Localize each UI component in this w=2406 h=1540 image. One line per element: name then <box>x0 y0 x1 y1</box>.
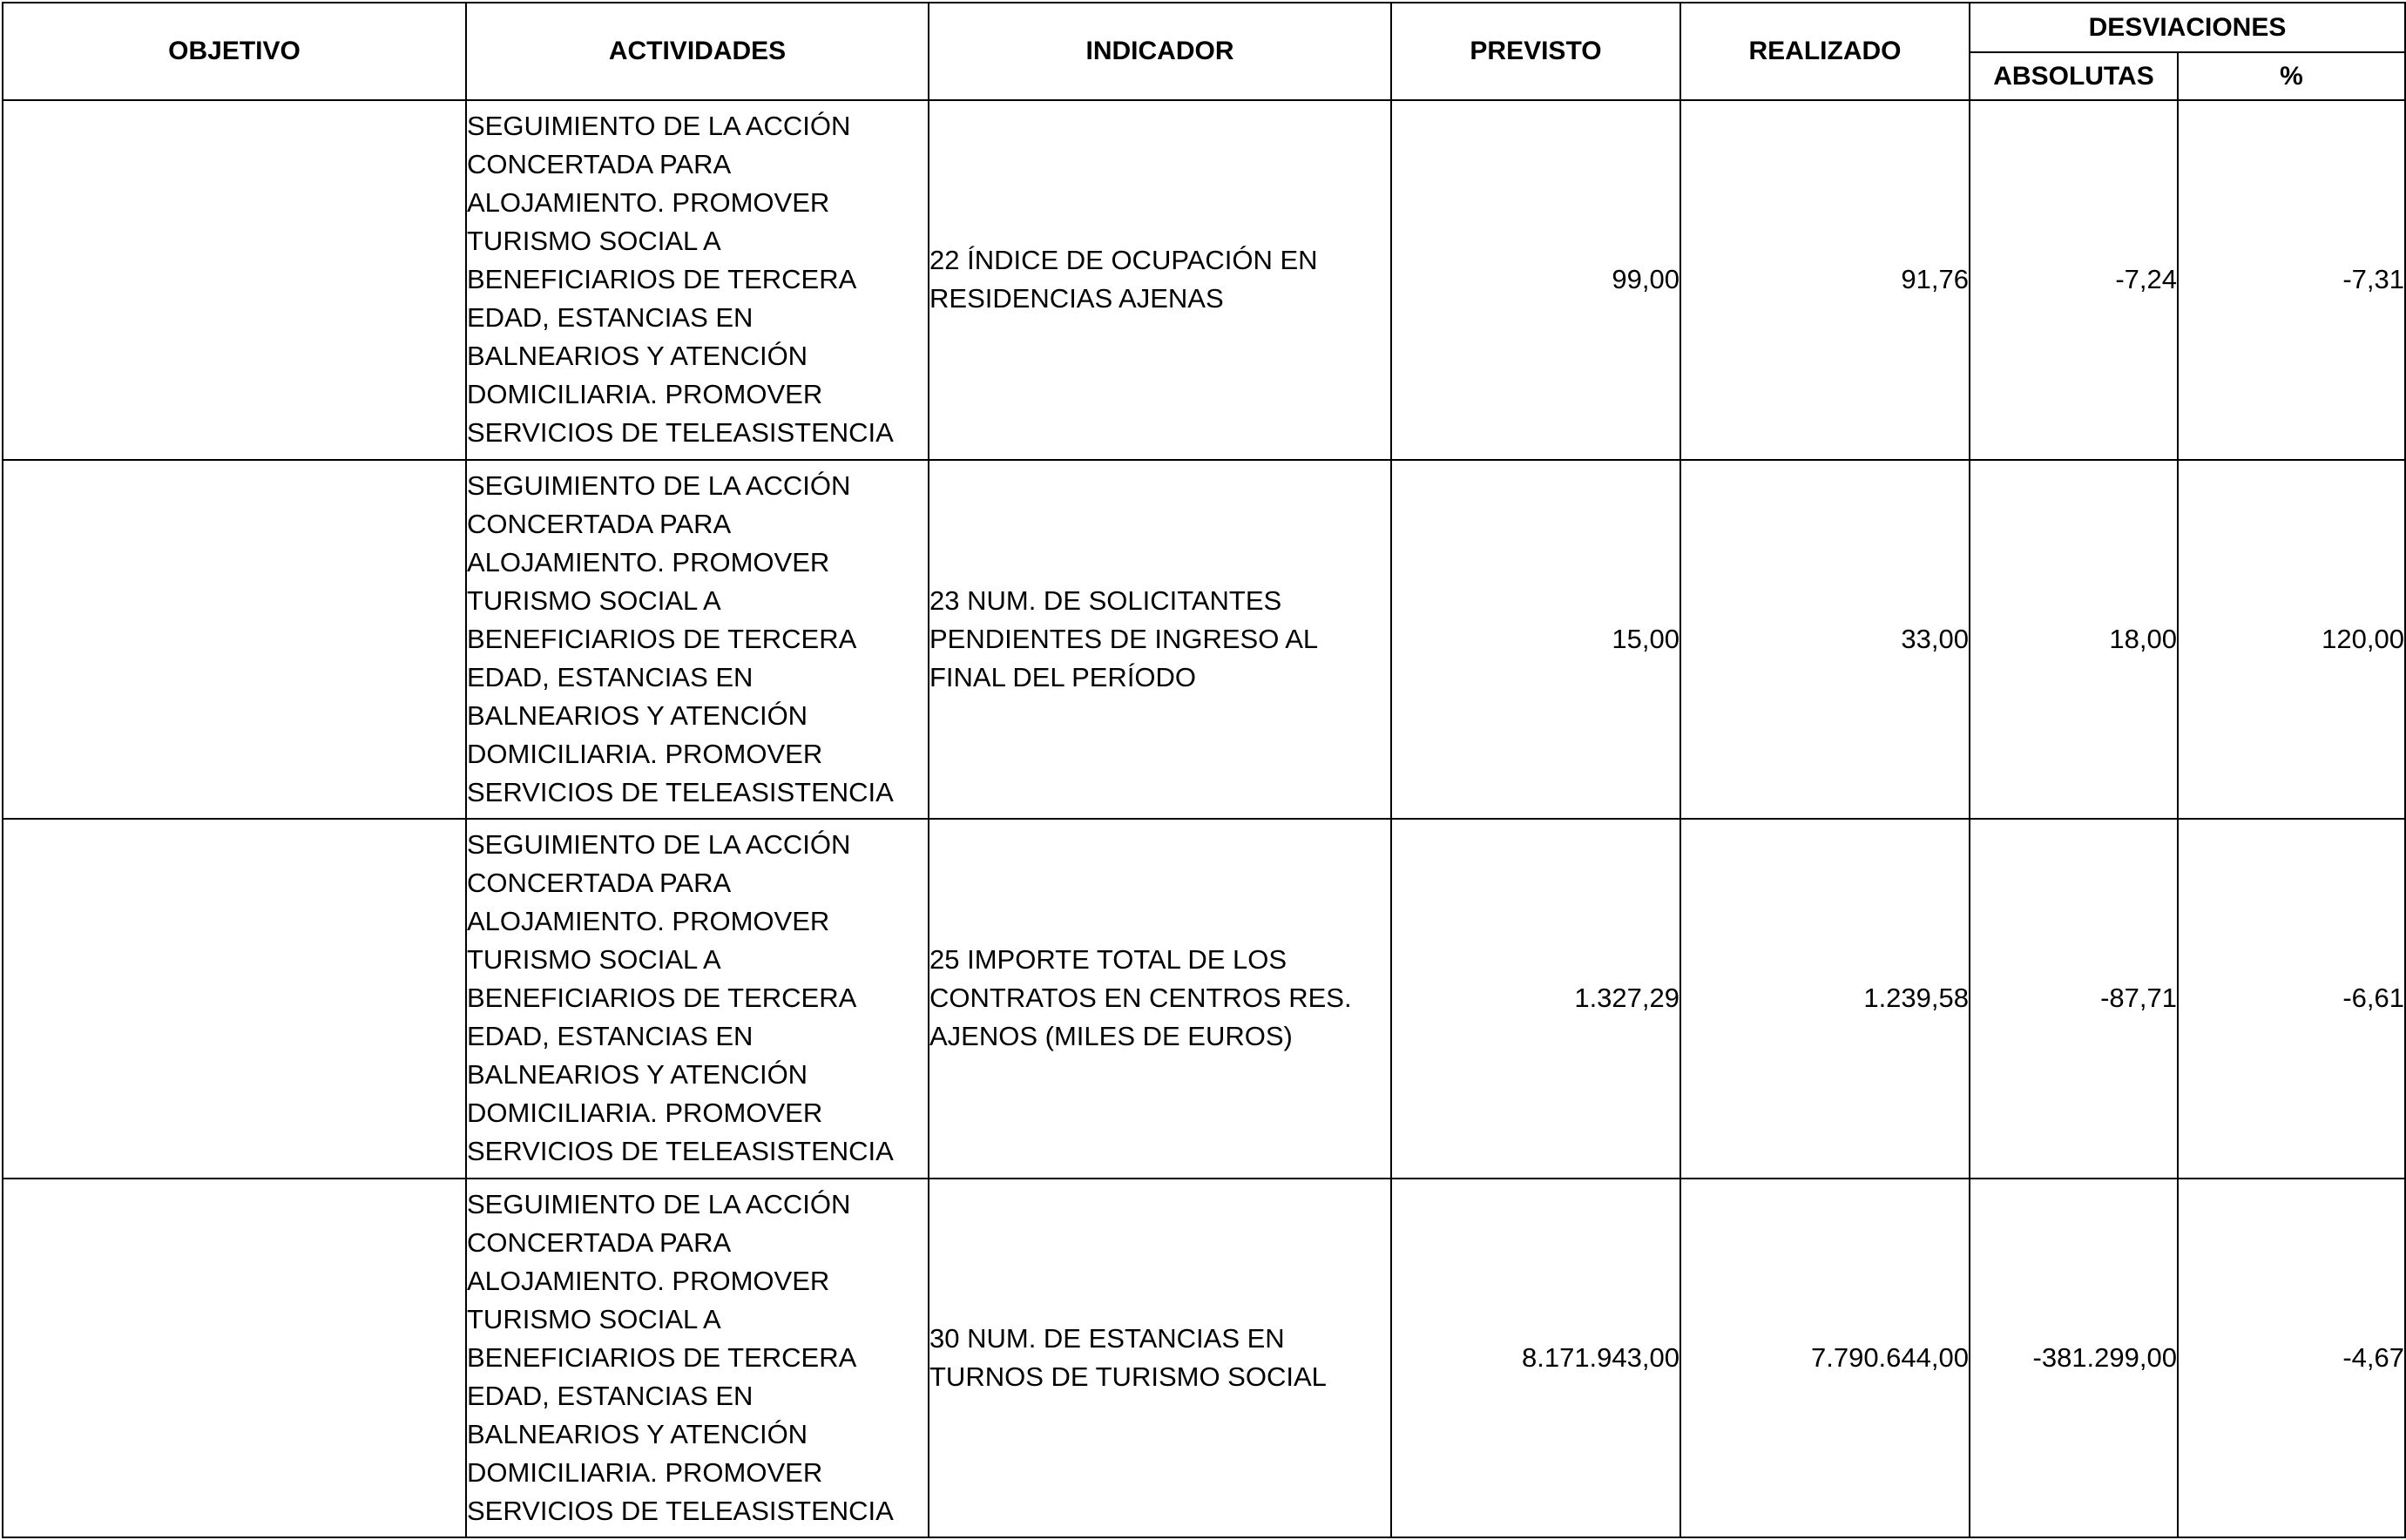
cell-objetivo <box>3 460 466 820</box>
cell-absolutas: -381.299,00 <box>1970 1179 2178 1538</box>
cell-objetivo <box>3 819 466 1179</box>
cell-porcentaje: 120,00 <box>2178 460 2405 820</box>
cell-porcentaje: -6,61 <box>2178 819 2405 1179</box>
cell-indicador: 22 ÍNDICE DE OCUPACIÓN EN RESIDENCIAS AJENAS <box>929 100 1391 460</box>
table-header <box>3 3 2405 100</box>
cell-actividad: SEGUIMIENTO DE LA ACCIÓN CONCERTADA PARA ALOJAMIENTO. PROMOVER TURISMO SOCIAL A BENEFICIARIOS DE TERCERA EDAD, ESTANCIAS EN BALNEARIOS Y ATENCIÓN DOMICILIARIA. PROMOVER SERVICIOS DE TELEASISTENCIA <box>466 460 929 820</box>
cell-realizado: 1.239,58 <box>1680 819 1970 1179</box>
cell-realizado: 7.790.644,00 <box>1680 1179 1970 1538</box>
cell-indicador: 30 NUM. DE ESTANCIAS EN TURNOS DE TURISMO SOCIAL <box>929 1179 1391 1538</box>
cell-realizado: 91,76 <box>1680 100 1970 460</box>
cell-indicador: 23 NUM. DE SOLICITANTES PENDIENTES DE INGRESO AL FINAL DEL PERÍODO <box>929 460 1391 820</box>
cell-absolutas: -87,71 <box>1970 819 2178 1179</box>
header-previsto: PREVISTO <box>1391 3 1680 100</box>
cell-actividad: SEGUIMIENTO DE LA ACCIÓN CONCERTADA PARA ALOJAMIENTO. PROMOVER TURISMO SOCIAL A BENEFICIARIOS DE TERCERA EDAD, ESTANCIAS EN BALNEARIOS Y ATENCIÓN DOMICILIARIA. PROMOVER SERVICIOS DE TELEASISTENCIA <box>466 1179 929 1538</box>
cell-objetivo <box>3 100 466 460</box>
header-actividades: ACTIVIDADES <box>466 3 929 100</box>
table-row <box>3 819 2405 1179</box>
cell-realizado: 33,00 <box>1680 460 1970 820</box>
header-absolutas: ABSOLUTAS <box>1970 52 2178 100</box>
cell-actividad: SEGUIMIENTO DE LA ACCIÓN CONCERTADA PARA ALOJAMIENTO. PROMOVER TURISMO SOCIAL A BENEFICIARIOS DE TERCERA EDAD, ESTANCIAS EN BALNEARIOS Y ATENCIÓN DOMICILIARIA. PROMOVER SERVICIOS DE TELEASISTENCIA <box>466 100 929 460</box>
header-indicador: INDICADOR <box>929 3 1391 100</box>
table-row <box>3 1179 2405 1538</box>
cell-porcentaje: -7,31 <box>2178 100 2405 460</box>
cell-previsto: 15,00 <box>1391 460 1680 820</box>
header-objetivo: OBJETIVO <box>3 3 466 100</box>
table-body <box>3 100 2405 1537</box>
header-porcentaje: % <box>2178 52 2405 100</box>
cell-porcentaje: -4,67 <box>2178 1179 2405 1538</box>
cell-actividad: SEGUIMIENTO DE LA ACCIÓN CONCERTADA PARA ALOJAMIENTO. PROMOVER TURISMO SOCIAL A BENEFICIARIOS DE TERCERA EDAD, ESTANCIAS EN BALNEARIOS Y ATENCIÓN DOMICILIARIA. PROMOVER SERVICIOS DE TELEASISTENCIA <box>466 819 929 1179</box>
cell-previsto: 8.171.943,00 <box>1391 1179 1680 1538</box>
cell-objetivo <box>3 1179 466 1538</box>
header-realizado: REALIZADO <box>1680 3 1970 100</box>
cell-indicador: 25 IMPORTE TOTAL DE LOS CONTRATOS EN CENTROS RES. AJENOS (MILES DE EUROS) <box>929 819 1391 1179</box>
header-desviaciones: DESVIACIONES <box>1970 3 2405 52</box>
cell-previsto: 99,00 <box>1391 100 1680 460</box>
cell-absolutas: -7,24 <box>1970 100 2178 460</box>
table-row <box>3 460 2405 820</box>
indicators-table <box>2 2 2406 1538</box>
cell-previsto: 1.327,29 <box>1391 819 1680 1179</box>
table-row <box>3 100 2405 460</box>
cell-absolutas: 18,00 <box>1970 460 2178 820</box>
